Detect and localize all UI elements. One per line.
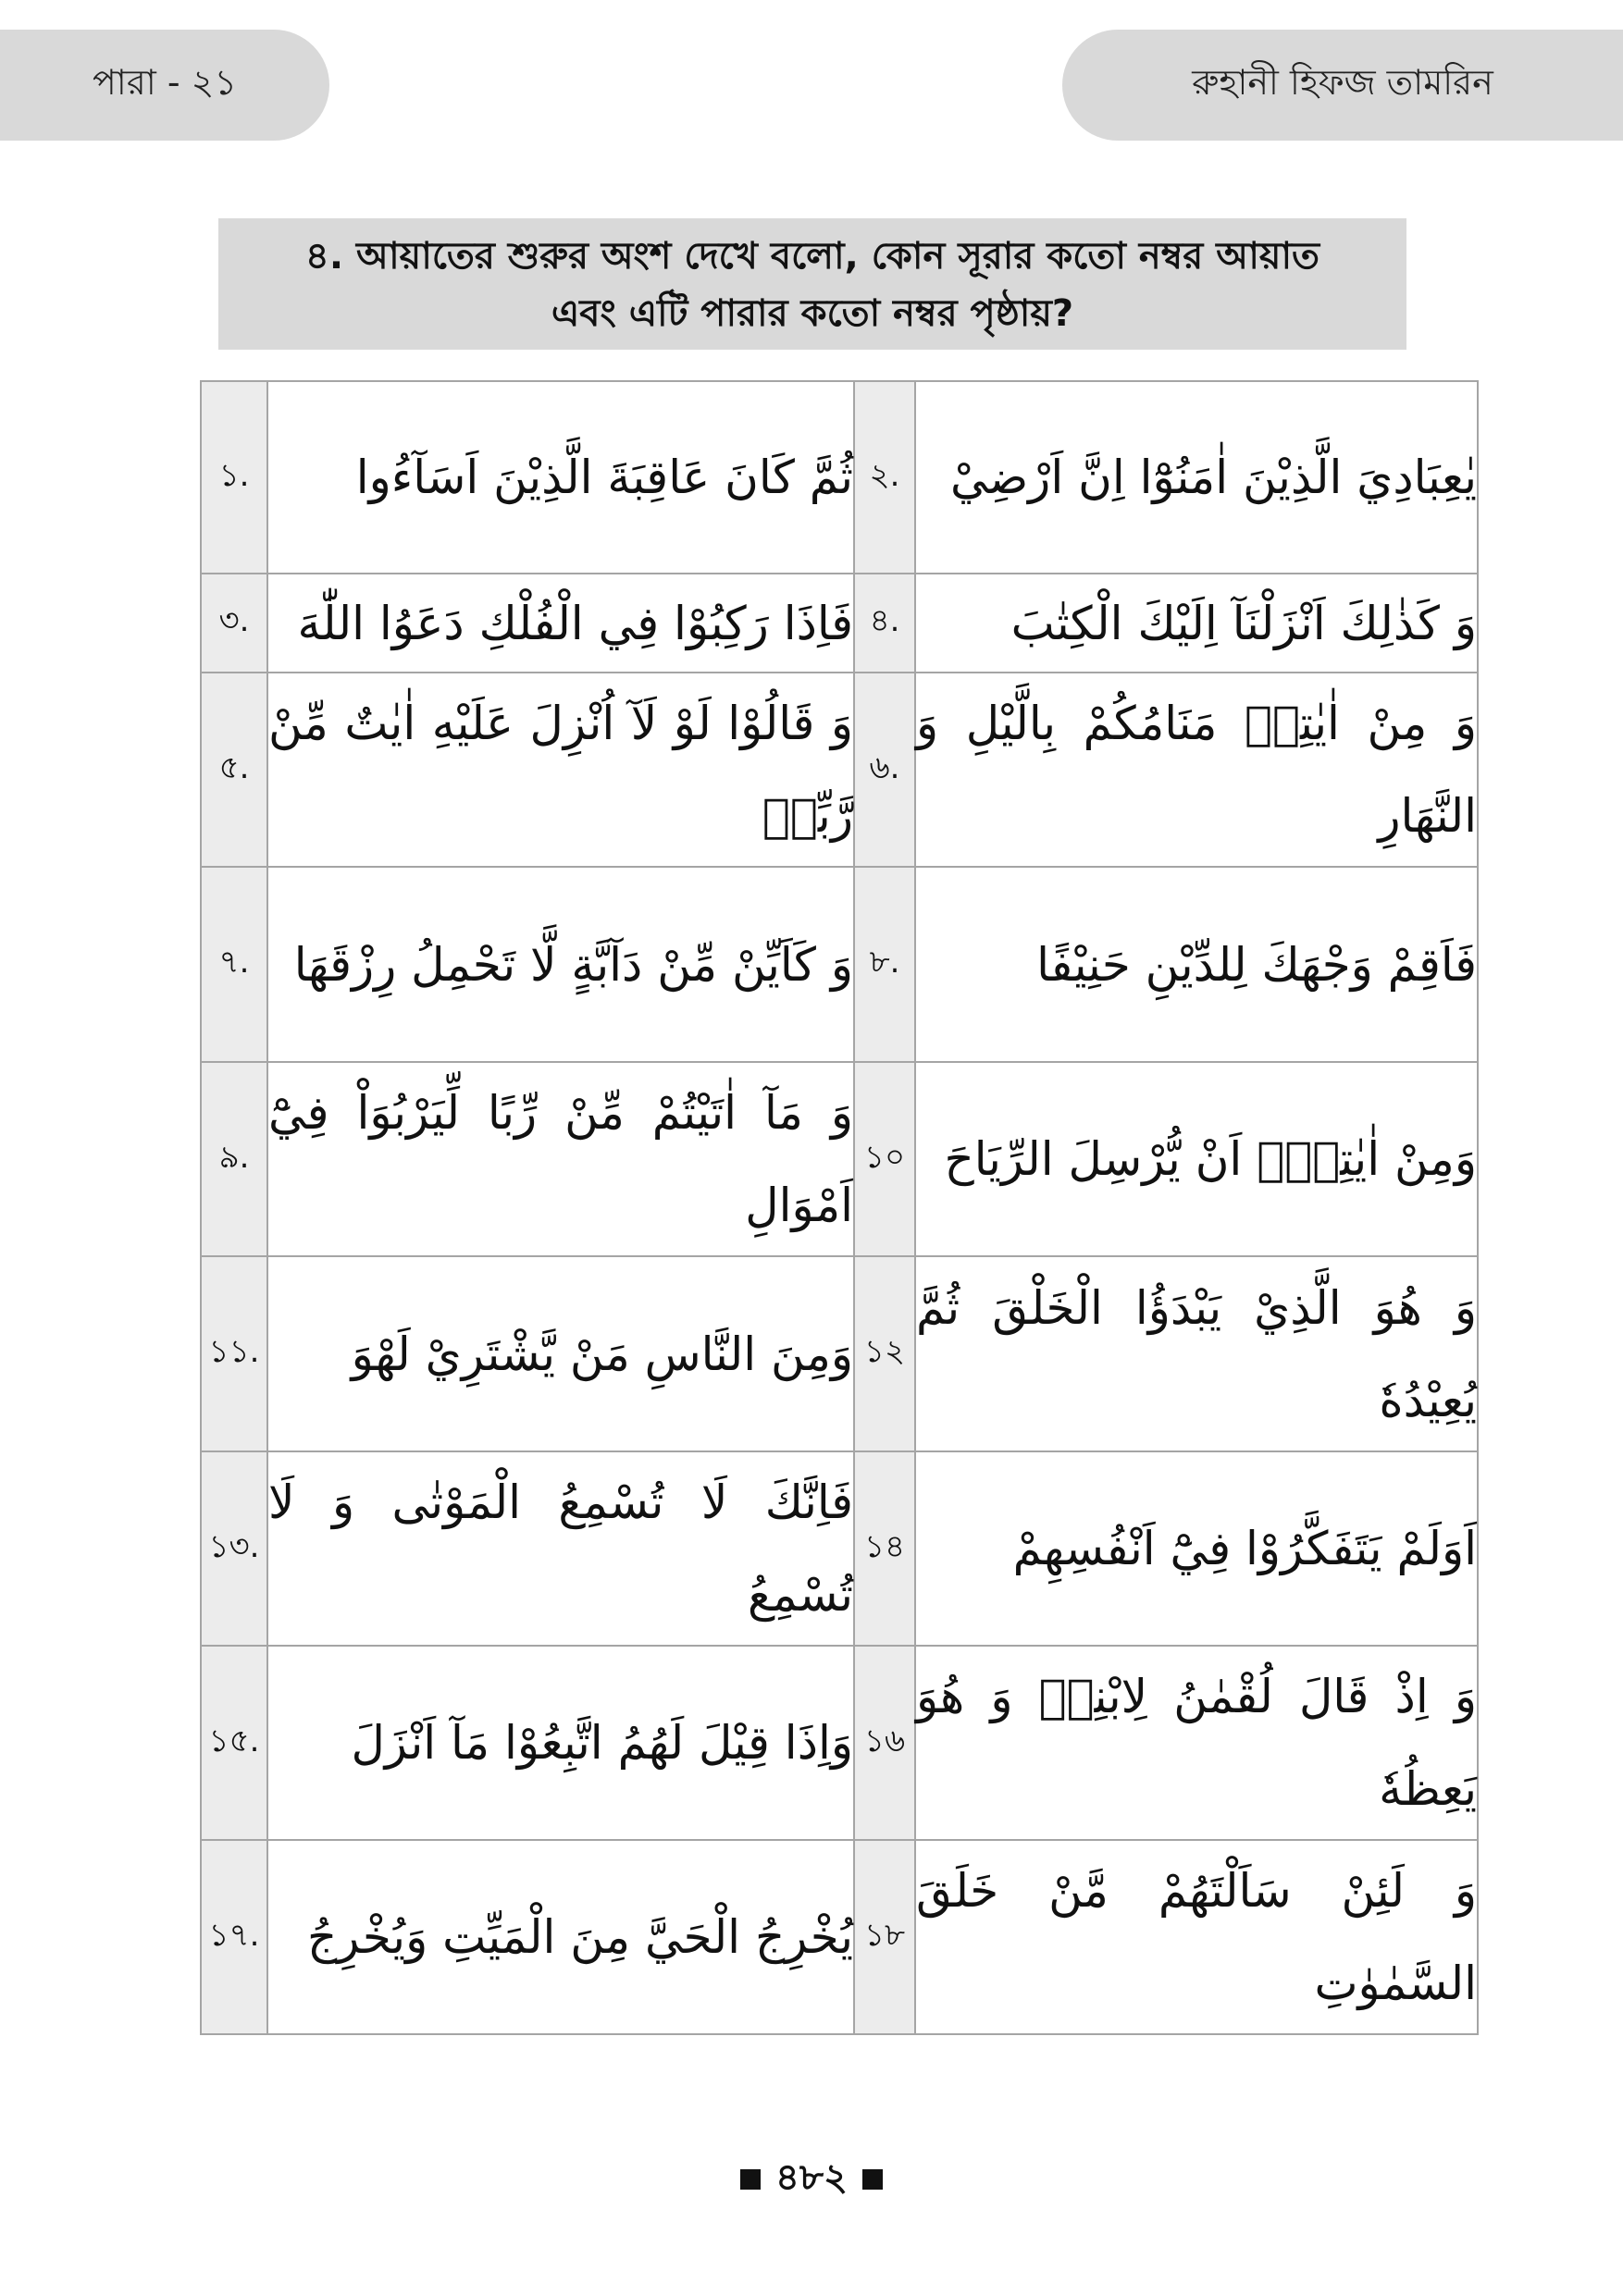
verse-number: ১১. bbox=[201, 1256, 267, 1451]
table-row bbox=[201, 1646, 1478, 1840]
verse-number: ১২ bbox=[854, 1256, 915, 1451]
verse-text: وَ لَئِنْ سَاَلْتَهُمْ مَّنْ خَلَقَ السَّمٰوٰتِ bbox=[915, 1840, 1478, 2034]
verse-text: ثُمَّ كَانَ عَاقِبَةَ الَّذِيْنَ اَسَآءُوا bbox=[267, 381, 854, 574]
verse-text: وَمِنْ اٰيٰتِهٖٓ اَنْ يُّرْسِلَ الرِّيَاحَ bbox=[915, 1062, 1478, 1256]
verse-number: ১০ bbox=[854, 1062, 915, 1256]
verse-number: ২. bbox=[854, 381, 915, 574]
book-title-text: রুহানী হিফজ তামরিন bbox=[1192, 62, 1493, 103]
table-row bbox=[201, 1062, 1478, 1256]
verse-number: ১৪ bbox=[854, 1451, 915, 1646]
verse-text: اَوَلَمْ يَتَفَكَّرُوْا فِيْٓ اَنْفُسِهِمْ bbox=[915, 1451, 1478, 1646]
verse-text: فَاِذَا رَكِبُوْا فِي الْفُلْكِ دَعَوُا اللّٰهَ bbox=[267, 574, 854, 673]
verse-text: وَ كَاَيِّنْ مِّنْ دَآبَّةٍ لَّا تَحْمِلُ رِزْقَهَا bbox=[267, 867, 854, 1062]
verse-number: ১৬ bbox=[854, 1646, 915, 1840]
verse-text: وَ مِنْ اٰيٰتِهٖ مَنَامُكُمْ بِالَّيْلِ وَ النَّهَارِ bbox=[915, 673, 1478, 867]
verse-number: ৪. bbox=[854, 574, 915, 673]
verse-number: ১৮ bbox=[854, 1840, 915, 2034]
table-row bbox=[201, 1840, 1478, 2034]
table-row bbox=[201, 673, 1478, 867]
verse-number: ১৩. bbox=[201, 1451, 267, 1646]
verse-text: وَ اِذْ قَالَ لُقْمٰنُ لِابْنِهٖ وَ هُوَ يَعِظُهٗ bbox=[915, 1646, 1478, 1840]
verse-number: ৩. bbox=[201, 574, 267, 673]
table-row bbox=[201, 1451, 1478, 1646]
verse-number: ৫. bbox=[201, 673, 267, 867]
verse-number: ৬. bbox=[854, 673, 915, 867]
verse-number: ৯. bbox=[201, 1062, 267, 1256]
verse-number: ১৭. bbox=[201, 1840, 267, 2034]
question-line-2: এবং এটি পারার কতো নম্বর পৃষ্ঠায়? bbox=[551, 292, 1074, 335]
header-para-label bbox=[0, 30, 329, 141]
verse-number: ৮. bbox=[854, 867, 915, 1062]
verse-text: وَ مَآ اٰتَيْتُمْ مِّنْ رِّبًا لِّيَرْبُوَاْ فِيْٓ اَمْوَالِ bbox=[267, 1062, 854, 1256]
table-row bbox=[201, 574, 1478, 673]
para-label-text: পারা - ২১ bbox=[93, 62, 237, 103]
verse-text: يُخْرِجُ الْحَيَّ مِنَ الْمَيِّتِ وَيُخْرِجُ bbox=[267, 1840, 854, 2034]
page-number: ৪৮২ bbox=[775, 2156, 848, 2199]
page-footer bbox=[0, 2148, 1623, 2210]
header-book-title bbox=[1062, 30, 1623, 141]
table-row bbox=[201, 867, 1478, 1062]
square-bullet-icon bbox=[740, 2169, 761, 2190]
table-row bbox=[201, 381, 1478, 574]
verse-text: وَمِنَ النَّاسِ مَنْ يَّشْتَرِيْ لَهْوَ bbox=[267, 1256, 854, 1451]
question-box bbox=[218, 218, 1406, 350]
verse-text: فَاَقِمْ وَجْهَكَ لِلدِّيْنِ حَنِيْفًا bbox=[915, 867, 1478, 1062]
verse-text: وَ قَالُوْا لَوْ لَآ اُنْزِلَ عَلَيْهِ اٰيٰتٌ مِّنْ رَّبِّهٖ bbox=[267, 673, 854, 867]
table-row bbox=[201, 1256, 1478, 1451]
verse-number: ১৫. bbox=[201, 1646, 267, 1840]
verse-text: فَاِنَّكَ لَا تُسْمِعُ الْمَوْتٰى وَ لَا تُسْمِعُ bbox=[267, 1451, 854, 1646]
verse-text: وَ هُوَ الَّذِيْ يَبْدَؤُا الْخَلْقَ ثُمَّ يُعِيْدُهٗ bbox=[915, 1256, 1478, 1451]
verse-text: وَ كَذٰلِكَ اَنْزَلْنَآ اِلَيْكَ الْكِتٰبَ bbox=[915, 574, 1478, 673]
verse-number: ১. bbox=[201, 381, 267, 574]
verse-text: وَاِذَا قِيْلَ لَهُمُ اتَّبِعُوْا مَآ اَنْزَلَ bbox=[267, 1646, 854, 1840]
question-line-1: ৪. আয়াতের শুরুর অংশ দেখে বলো, কোন সূরার কতো নম্বর আয়াত bbox=[304, 235, 1320, 278]
verse-table bbox=[200, 380, 1479, 2035]
verse-number: ৭. bbox=[201, 867, 267, 1062]
square-bullet-icon bbox=[862, 2169, 883, 2190]
verse-text: يٰعِبَادِيَ الَّذِيْنَ اٰمَنُوْٓا اِنَّ اَرْضِيْ bbox=[915, 381, 1478, 574]
